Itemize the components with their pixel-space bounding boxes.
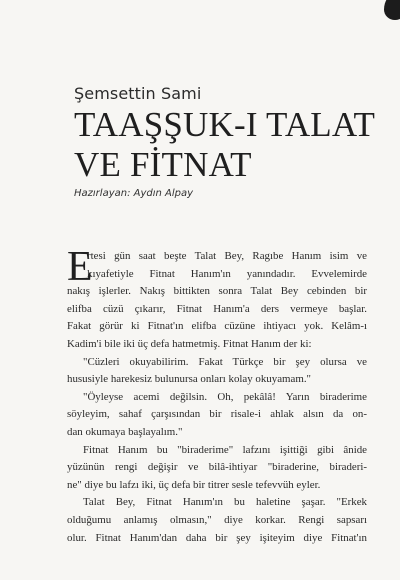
- paragraph-line: ne" diye bu lafzı iki, üç defa bir titrer sesle tefevvüh eyler.: [67, 478, 321, 491]
- paragraph-line: Talat Bey, Fitnat Hanım'ın bu haletine şaşar. "Erkek: [83, 496, 367, 509]
- paragraph-line: elifba cüzü çıkarır, Fitnat Hanım'a ders vermeye başlar.: [67, 302, 367, 315]
- paragraph-line: hususiyle harekesiz bulunursa onları kolay okuyamam.": [67, 373, 311, 386]
- body-text: [67, 244, 367, 547]
- paragraph-line: nakış işlerler. Nakış bittikten sonra Talat Bey cebinden bir: [67, 285, 367, 298]
- drop-cap-letter: E: [67, 244, 93, 290]
- publisher-logo-mark: [384, 0, 400, 20]
- paragraph-line: olur. Fitnat Hanım'dan daha bir şey işiteyim diye Fitnat'ın: [67, 531, 367, 544]
- paragraph-line: söyleyim, sahaf çarşısından bir risale-i ahlak alsın da on-: [67, 408, 367, 421]
- paragraph-line: "Öyleyse acemi değilsin. Oh, pekâlâ! Yarın biraderime: [83, 390, 367, 403]
- paragraph-line: dan okumaya başlayalım.": [67, 425, 183, 438]
- paragraph-line: Fakat görür ki Fitnat'ın elifba cüzüne ihtiyacı yok. Kelâm-ı: [67, 320, 367, 333]
- paragraph-line: rtesi gün saat beşte Talat Bey, Ragıbe Hanım isim ve: [87, 250, 367, 262]
- author-name: Şemsettin Sami: [74, 84, 202, 103]
- title-line-2: VE FİTNAT: [74, 145, 252, 184]
- editor-credit: Hazırlayan: Aydın Alpay: [74, 188, 194, 199]
- story-title: [74, 105, 375, 185]
- paragraph-line: yüzünün rengi değişir ve bilâ-ihtiyar "biraderine, biraderi-: [67, 461, 367, 474]
- paragraph-line: kıyafetiyle Fitnat Hanım'ın yanındadır. Evvelemirde: [87, 267, 367, 280]
- paragraph-line: olduğumu anlamış olmasın," diye korkar. Rengi sapsarı: [67, 513, 367, 526]
- paragraph-line: Fitnat Hanım bu "biraderime" lafzını işittiği gibi ânide: [83, 443, 367, 456]
- paragraph-line: Kadim'i bile iki üç defa hatmetmiş. Fitnat Hanım der ki:: [67, 337, 312, 350]
- title-line-1: TAAŞŞUK-I TALAT: [74, 105, 376, 144]
- paragraph-line: "Cüzleri okuyabilirim. Fakat Türkçe bir şey olursa ve: [83, 355, 367, 368]
